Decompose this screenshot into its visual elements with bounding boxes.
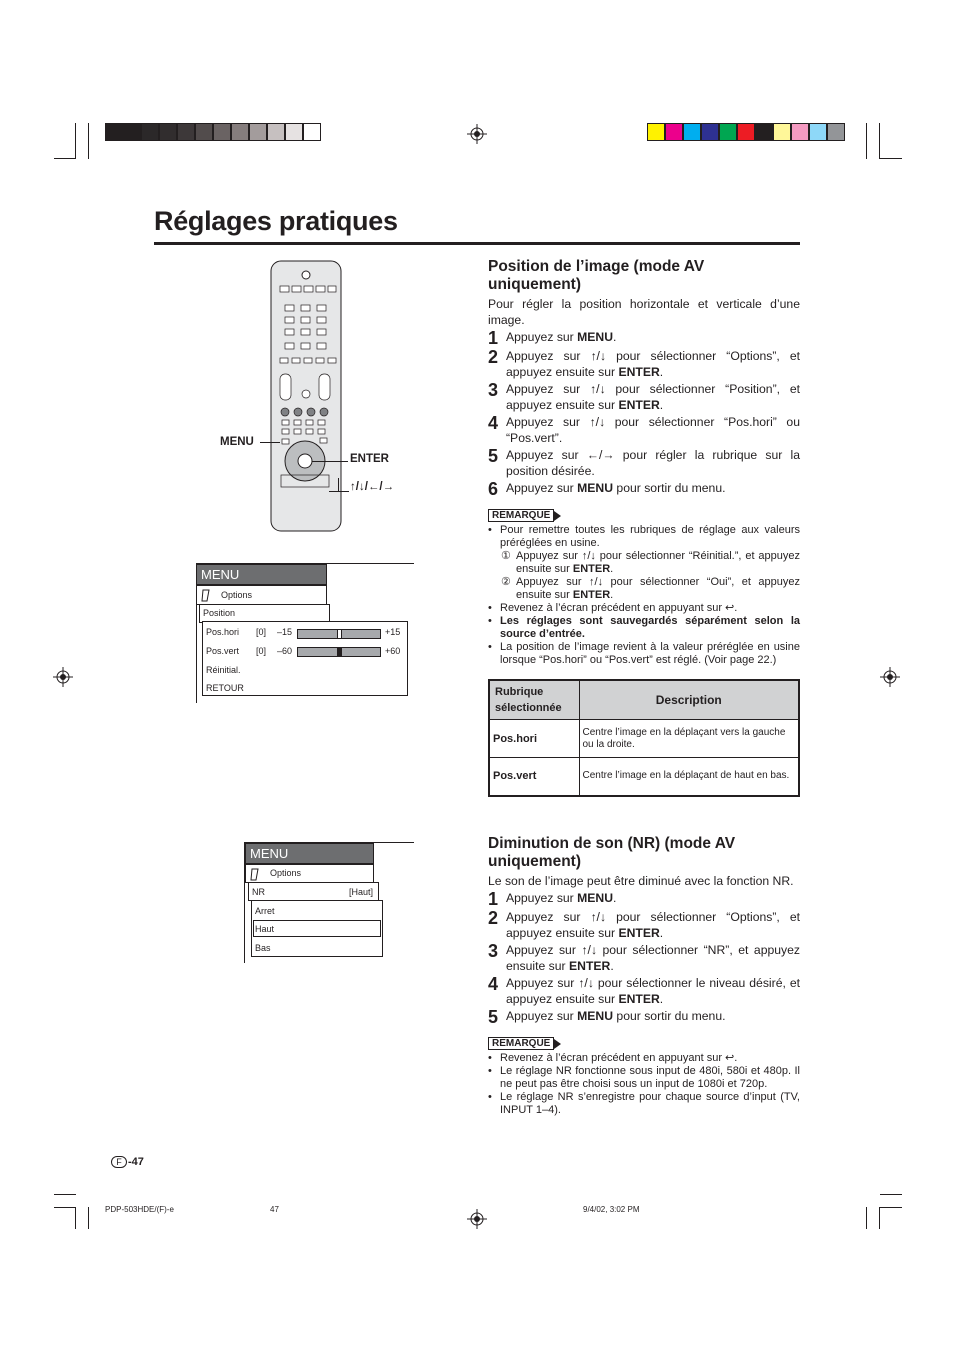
color-swatch (213, 123, 231, 141)
crop-mark (54, 1194, 76, 1195)
section-intro: Le son de l’image peut être diminué avec la fonction NR. (488, 874, 794, 888)
menu-reinit-label[interactable]: Réinitial. (206, 665, 241, 675)
menu-options-label: Options (270, 868, 302, 878)
color-swatch (737, 123, 755, 141)
menu-choice-haut[interactable]: Haut (255, 924, 275, 934)
crop-mark (54, 158, 76, 159)
crop-mark (879, 123, 880, 159)
step-item: 5 Appuyez sur MENU pour sortir du menu. (488, 1007, 726, 1027)
crop-mark (866, 123, 867, 159)
step-number: 6 (488, 479, 499, 499)
step-number: 2 (488, 347, 499, 367)
slider-knob[interactable] (337, 647, 342, 657)
step-number: 5 (488, 446, 499, 466)
menu-choice-bas[interactable]: Bas (255, 943, 271, 953)
note-subitem: ① Appuyez sur ↑/↓ pour sélectionner “Réinitial.”, et appuyez ensuite sur ENTER. (501, 550, 800, 575)
menu-retour-label[interactable]: RETOUR (206, 683, 244, 693)
note-item: • Revenez à l’écran précédent en appuyant sur ↩. (488, 602, 738, 614)
step-number: 3 (488, 941, 499, 961)
note-item: • Le réglage NR s’enregistre pour chaque source d’input (TV, INPUT 1–4). (488, 1091, 800, 1116)
menu-row-label: Pos.hori (206, 627, 240, 637)
registration-target-icon (880, 667, 900, 687)
remote-label-menu: MENU (220, 436, 254, 448)
color-swatch (105, 123, 123, 141)
step-item: 5 Appuyez sur ←/→ pour régler la rubrique sur la position désirée. (488, 446, 800, 478)
color-swatch (665, 123, 683, 141)
footer-page-num: 47 (270, 1205, 279, 1214)
menu-header: MENU (196, 564, 327, 585)
callout-line (260, 442, 280, 443)
step-list (488, 329, 800, 498)
menu-options-label: Options (221, 590, 253, 600)
step-item: 6 Appuyez sur MENU pour sortir du menu. (488, 479, 726, 499)
step-item: 3 Appuyez sur ↑/↓ pour sélectionner “Position”, et appuyez ensuite sur ENTER. (488, 380, 800, 412)
remark-label: REMARQUE (488, 509, 554, 522)
menu-row-value: [0] (256, 627, 267, 637)
notes-list (488, 524, 800, 667)
step-number: 4 (488, 413, 499, 433)
note-item: • Pour remettre toutes les rubriques de réglage aux valeurs préréglées en usine. (488, 524, 800, 549)
crop-mark (54, 1207, 76, 1208)
color-swatch (809, 123, 827, 141)
callout-line (329, 491, 349, 492)
menu-header: MENU (245, 843, 374, 864)
step-item: 4 Appuyez sur ↑/↓ pour sélectionner le niveau désiré, et appuyez ensuite sur ENTER. (488, 974, 800, 1006)
registration-target-icon (467, 1209, 487, 1229)
crop-mark (88, 123, 89, 159)
menu-options-row (196, 585, 327, 605)
menu-wrench-icon (250, 868, 260, 881)
section-intro: Pour régler la position horizontale et verticale d’une image. (488, 297, 800, 327)
color-swatch (791, 123, 809, 141)
menu-row-value: [0] (256, 646, 267, 656)
section-heading: Diminution de son (NR) (mode AV uniquement) (488, 835, 736, 870)
color-swatch (647, 123, 665, 141)
color-swatch (701, 123, 719, 141)
color-swatch (159, 123, 177, 141)
table-header: Rubrique sélectionnée (489, 680, 579, 720)
step-item: 4 Appuyez sur ↑/↓ pour sélectionner “Pos.hori” ou “Pos.vert”. (488, 413, 800, 445)
color-swatch (773, 123, 791, 141)
page-letter-badge: F (111, 1156, 127, 1168)
menu-row-min: –60 (277, 646, 293, 656)
color-swatch (683, 123, 701, 141)
menu-nr-row (248, 882, 379, 901)
color-swatch (231, 123, 249, 141)
menu-position-panel (202, 621, 408, 696)
step-number: 3 (488, 380, 499, 400)
notes-list (488, 1052, 800, 1117)
crop-mark (866, 1207, 867, 1229)
footer-date: 9/4/02, 3:02 PM (583, 1205, 640, 1214)
color-swatch (827, 123, 845, 141)
crop-mark (880, 1207, 902, 1208)
crop-mark (879, 1207, 880, 1229)
remote-label-arrows: ↑/↓/←/→ (350, 481, 395, 493)
crop-mark (75, 123, 76, 159)
slider-knob[interactable] (337, 629, 342, 639)
registration-target-icon (53, 667, 73, 687)
step-number: 4 (488, 974, 499, 994)
table-header: Description (579, 680, 799, 720)
color-swatch (303, 123, 321, 141)
color-swatch (141, 123, 159, 141)
note-item: • Les réglages sont sauvegardés séparément selon la source d’entrée. (488, 615, 800, 640)
menu-nr-label: NR (252, 887, 265, 897)
color-swatch (195, 123, 213, 141)
step-item: 1 Appuyez sur MENU. (488, 889, 617, 909)
section-heading: Position de l’image (mode AV uniquement) (488, 258, 705, 293)
description-table (488, 679, 800, 797)
callout-line (338, 478, 339, 492)
menu-nr-value: [Haut] (349, 887, 374, 897)
step-item: 2 Appuyez sur ↑/↓ pour sélectionner “Options”, et appuyez ensuite sur ENTER. (488, 908, 800, 940)
color-swatch (755, 123, 773, 141)
menu-row-max: +15 (385, 627, 401, 637)
page-number: F -47 (111, 1156, 144, 1168)
note-item: • La position de l’image revient à la valeur préréglée en usine lorsque “Pos.hori” ou “Pos.vert” est réglé. (Voir page 22.) (488, 641, 800, 666)
note-item: • Le réglage NR fonctionne sous input de 480i, 580i et 480p. Il ne peut pas être choisi sous un input de 1080i et 720p. (488, 1065, 800, 1090)
footer-file: PDP-503HDE/(F)-e (105, 1205, 174, 1214)
note-item: • Revenez à l’écran précédent en appuyant sur ↩. (488, 1052, 738, 1064)
menu-wrench-icon (201, 589, 211, 602)
menu-position-label: Position (203, 608, 236, 618)
color-swatch (285, 123, 303, 141)
section-position (488, 258, 800, 797)
menu-row-max: +60 (385, 646, 401, 656)
table-row: Pos.vert Centre l’image en la déplaçant de haut en bas. (489, 758, 799, 796)
color-swatch (123, 123, 141, 141)
grayscale-bars (105, 123, 321, 141)
step-item: 2 Appuyez sur ↑/↓ pour sélectionner “Options”, et appuyez ensuite sur ENTER. (488, 347, 800, 379)
remark-label: REMARQUE (488, 1037, 554, 1050)
menu-choice-arret[interactable]: Arret (255, 906, 275, 916)
color-bars (647, 123, 845, 141)
menu-row-label: Pos.vert (206, 646, 240, 656)
section-nr (488, 835, 800, 1117)
callout-line (312, 461, 348, 462)
slider-pos-vert[interactable] (297, 647, 381, 657)
step-number: 5 (488, 1007, 499, 1027)
crop-mark (880, 1194, 902, 1195)
color-swatch (177, 123, 195, 141)
page-title: Réglages pratiques (154, 206, 398, 236)
menu-options-row (245, 864, 374, 883)
step-number: 1 (488, 889, 499, 909)
step-item: 1 Appuyez sur MENU. (488, 328, 617, 348)
step-item: 3 Appuyez sur ↑/↓ pour sélectionner “NR”, et appuyez ensuite sur ENTER. (488, 941, 800, 973)
color-swatch (267, 123, 285, 141)
crop-mark (88, 1207, 89, 1229)
step-list (488, 890, 800, 1026)
title-rule (154, 242, 800, 245)
table-row: Pos.hori Centre l’image en la déplaçant vers la gauche ou la droite. (489, 720, 799, 758)
menu-nr-choices (251, 900, 383, 957)
menu-row-min: –15 (277, 627, 293, 637)
registration-target-icon (467, 124, 487, 144)
step-number: 2 (488, 908, 499, 928)
step-number: 1 (488, 328, 499, 348)
remote-label-enter: ENTER (350, 453, 389, 465)
crop-mark (880, 158, 902, 159)
note-subitem: ② Appuyez sur ↑/↓ pour sélectionner “Oui”, et appuyez ensuite sur ENTER. (501, 576, 800, 601)
slider-pos-hori[interactable] (297, 629, 381, 639)
color-swatch (249, 123, 267, 141)
color-swatch (719, 123, 737, 141)
crop-mark (75, 1207, 76, 1229)
